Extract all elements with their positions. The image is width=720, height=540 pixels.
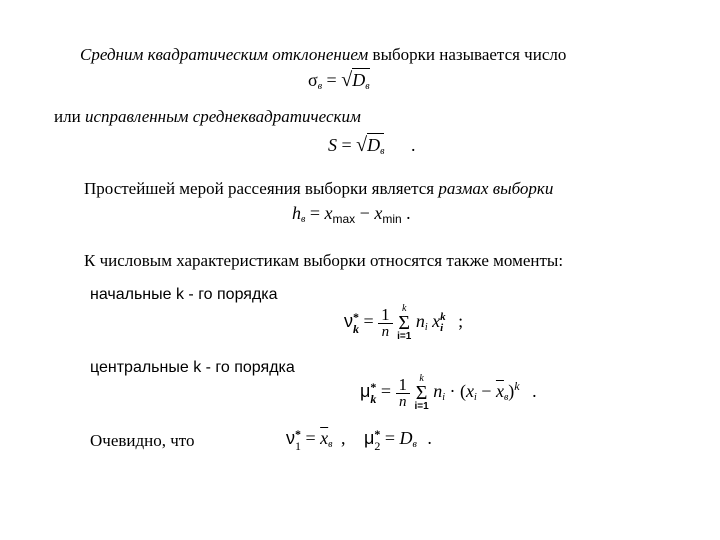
period: . [532,381,537,402]
x-symbol: x [432,311,441,332]
moments-intro: К числовым характеристикам выборки относятся также моменты: [84,251,564,270]
subscript-v: в [380,146,385,157]
definition-range [84,180,553,197]
subscript-1: 1 [295,439,301,453]
variance-D: D [399,428,413,449]
equals-sign: = [384,428,396,449]
subscript-v: в [317,81,323,92]
variance-D: D [367,135,381,155]
formula-initial-moment [344,304,463,342]
x-symbol: x [374,203,383,223]
fraction-1-n [378,306,393,341]
x-symbol: x [466,381,474,402]
subscript-2: 2 [374,439,381,453]
formula-sigma [308,68,370,92]
subscript-v: в [365,81,370,92]
formula-conclusion [286,428,432,452]
equals-sign: = [363,311,374,332]
sum-lower: i=1 [414,401,429,412]
star: * [370,380,377,394]
nu-symbol: ν [286,428,295,449]
n-symbol: n [433,381,443,402]
summation [415,374,429,412]
star: * [295,427,301,441]
period: . [406,203,411,223]
equals-sign: = [305,428,316,449]
period: . [410,135,416,155]
superscript-k: k [514,379,520,394]
initial-moments-label: начальные k - го порядка [90,286,278,303]
mu-symbol: μ [364,428,375,449]
n-symbol: n [415,311,425,332]
subscript-i: i [424,322,428,334]
subscript-min: min [382,212,402,226]
comma: , [341,428,346,449]
summation [397,304,411,342]
subscript-i: i [442,392,445,404]
obviously-label: Очевидно, что [90,431,195,450]
period: . [427,428,432,449]
star: * [353,310,359,324]
subscript-i: i [440,322,444,334]
formula-S [328,133,415,157]
sqrt-sign: √ [341,69,353,91]
S-symbol: S [328,135,337,155]
subscript-v: в [503,392,509,404]
sqrt-sign: √ [356,134,368,156]
numerator: 1 [396,376,411,394]
minus-sign: − [481,381,492,402]
subscript-k: k [353,322,359,336]
semicolon: ; [458,311,464,332]
definition-corrected [54,108,361,125]
formula-central-moment [360,374,537,412]
dot-operator: · [449,381,456,402]
subscript-i: i [474,392,477,404]
sum-upper: k [419,373,424,384]
right-paren: ) [508,381,515,402]
equals-sign: = [309,203,320,223]
sum-symbol: Σ [398,312,411,334]
x-mean-symbol: $\overline{x}$ [495,381,504,402]
subscript-v: в [412,439,417,451]
formula-range [292,203,411,226]
term-corrected-std: исправленным среднеквадратическим [84,107,361,126]
sum-upper: k [402,303,407,314]
sum-lower: i=1 [397,331,412,342]
or-text: или [54,107,85,126]
fraction-1-n [396,376,411,411]
range-text: Простейшей мерой рассеяния выборки является [84,179,439,198]
equals-sign: = [380,381,392,402]
x-symbol: x [324,203,333,223]
nu-symbol: ν [344,311,353,332]
definition-text: выборки называется число [368,45,567,64]
subscript-max: max [332,212,356,226]
minus-sign: − [359,203,370,223]
term-std-deviation: Средним квадратическим отклонением [80,45,369,64]
sigma-symbol: σ [308,70,318,90]
variance-D: D [352,70,366,90]
subscript-v: в [301,214,306,225]
h-symbol: h [292,203,301,223]
equals-sign: = [326,70,337,90]
numerator: 1 [378,306,393,324]
star: * [374,427,381,441]
denominator: n [399,393,407,410]
left-paren: ( [460,381,466,402]
x-mean-symbol: $\overline{x}$ [320,428,329,449]
sum-symbol: Σ [415,382,428,404]
equals-sign: = [341,135,352,155]
central-moments-label: центральные k - го порядка [90,359,295,376]
mu-symbol: μ [360,381,371,402]
superscript-k: k [440,311,446,323]
subscript-v: в [328,439,333,451]
definition-std-deviation [80,46,566,63]
term-range: размах выборки [438,179,554,198]
denominator: n [381,323,390,340]
subscript-k: k [370,392,377,406]
